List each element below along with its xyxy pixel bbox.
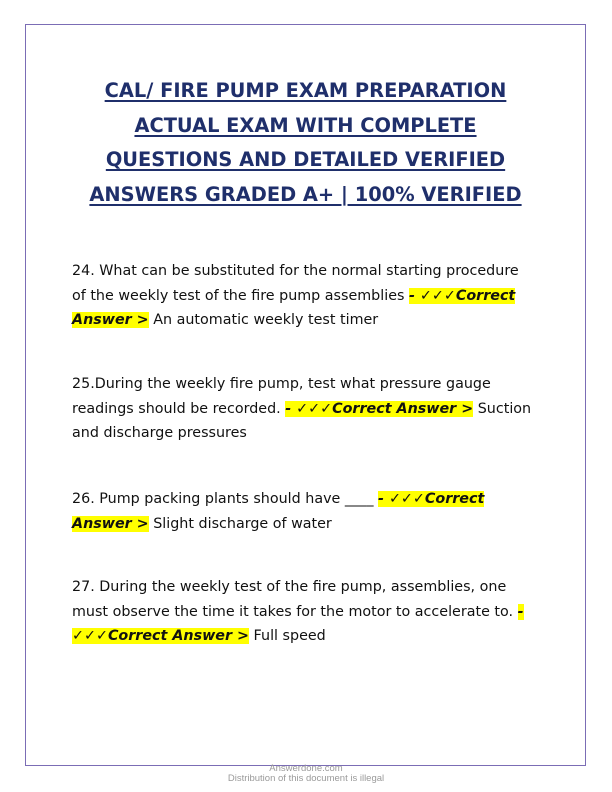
question-27-line-3 <box>72 624 542 649</box>
answer-text: Suction <box>473 400 532 417</box>
question-27-line-1: 27. During the weekly test of the fire pump, assemblies, one <box>72 579 507 595</box>
question-26 <box>72 487 542 536</box>
title-line-2: ACTUAL EXAM WITH COMPLETE <box>134 113 477 137</box>
footer-site: Answerdone.com <box>269 763 343 774</box>
question-24-line-3 <box>72 308 542 333</box>
question-26-line-2 <box>72 512 542 537</box>
correct-answer-marker: - ✓✓✓Correct Answer > <box>285 400 474 417</box>
document-title <box>60 74 551 212</box>
question-24-line-1: 24. What can be substituted for the normal starting procedure <box>72 263 519 279</box>
correct-answer-marker: Answer > <box>72 515 149 532</box>
title-line-4: ANSWERS GRADED A+ | 100% VERIFIED <box>89 182 522 206</box>
question-25-line-2: readings should be recorded. - ✓✓✓Correct Answer > Suction <box>72 400 532 417</box>
question-26-line-1: 26. Pump packing plants should have ____ - ✓✓✓Correct <box>72 491 485 507</box>
correct-answer-marker: ✓✓✓Correct Answer > <box>72 628 250 645</box>
answer-text: Slight discharge of water <box>148 515 332 532</box>
correct-answer-marker: - ✓✓✓Correct <box>409 287 516 304</box>
question-24 <box>72 259 542 333</box>
correct-answer-marker: - ✓✓✓Correct <box>378 491 485 507</box>
correct-answer-marker: - <box>517 603 524 620</box>
question-25-line-1: 25.During the weekly fire pump, test what pressure gauge <box>72 376 491 392</box>
correct-answer-marker: Answer > <box>72 312 149 329</box>
answer-text: Full speed <box>249 628 326 645</box>
title-line-3: QUESTIONS AND DETAILED VERIFIED <box>105 148 506 171</box>
question-24-line-2: of the weekly test of the fire pump assemblies - ✓✓✓Correct <box>72 287 516 304</box>
question-25-line-3: and discharge pressures <box>72 425 247 442</box>
title-line-1: CAL/ FIRE PUMP EXAM PREPARATION <box>104 79 507 102</box>
answer-text: An automatic weekly test timer <box>148 312 379 329</box>
question-27 <box>72 575 542 649</box>
question-27-line-2: must observe the time it takes for the motor to accelerate to. - <box>72 603 524 620</box>
question-25 <box>72 372 542 446</box>
footer-notice: Distribution of this document is illegal <box>227 773 385 784</box>
